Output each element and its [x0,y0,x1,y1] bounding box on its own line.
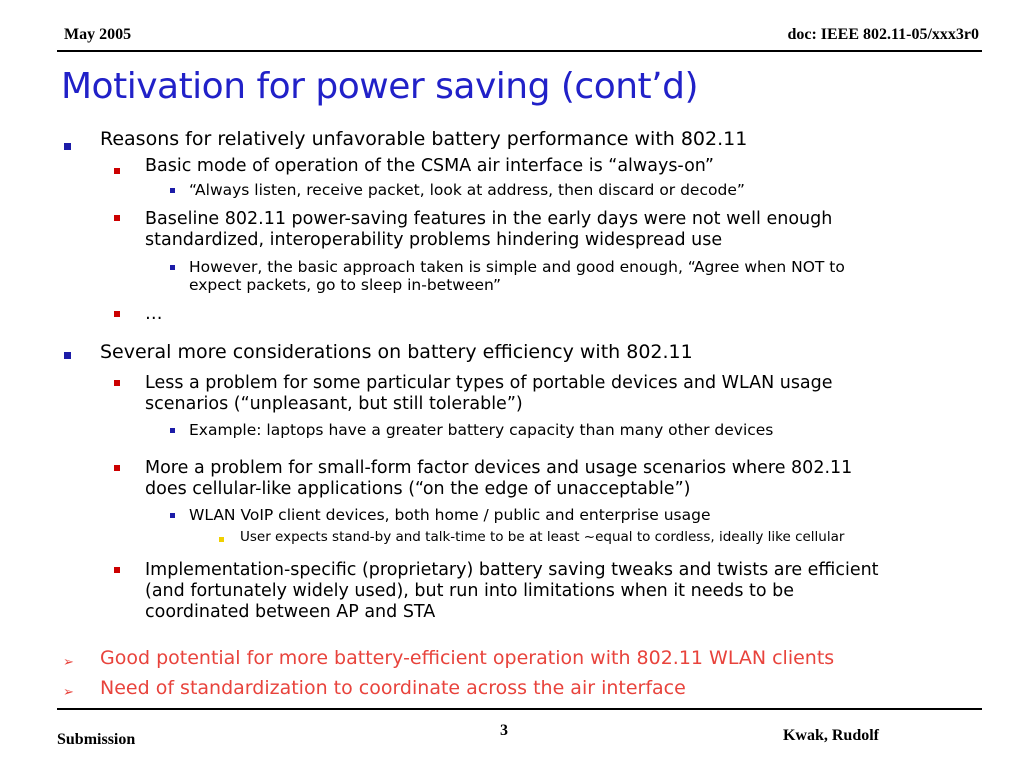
square-bullet-icon [114,567,120,573]
footer-submission: Submission [57,731,136,748]
arrow-bullet-icon: ➢ [63,655,74,670]
conclusion-need-standardization: Need of standardization to coordinate across the air interface [100,677,686,699]
bullet-l2-impl-line2: (and fortunately widely used), but run into limitations when it needs to be [145,581,795,601]
slide-title: Motivation for power saving (cont’d) [61,66,698,107]
square-bullet-icon [64,143,71,150]
bullet-l3-voip: WLAN VoIP client devices, both home / public and enterprise usage [189,506,711,524]
footer-author: Kwak, Rudolf [782,727,879,744]
arrow-bullet-icon: ➢ [63,685,74,700]
bullet-l3-however-line2: expect packets, go to sleep in-between” [189,276,502,294]
page-number: 3 [500,722,508,739]
square-bullet-icon [114,465,120,471]
bullet-l3-always-listen: “Always listen, receive packet, look at address, then discard or decode” [189,181,745,199]
square-bullet-icon [219,537,224,542]
bullet-l2-more-line1: More a problem for small-form factor devices and usage scenarios where 802.11 [145,458,853,478]
header-doc-id: doc: IEEE 802.11-05/xxx3r0 [787,26,979,43]
square-bullet-icon [170,188,175,193]
bullet-l2-more-line2: does cellular-like applications (“on the edge of unacceptable”) [145,479,691,499]
bullet-l3-however-line1: However, the basic approach taken is simple and good enough, “Agree when NOT to [189,258,845,276]
bullet-l2-impl-line3: coordinated between AP and STA [145,602,436,622]
square-bullet-icon [114,215,120,221]
bullet-l2-less-line1: Less a problem for some particular types of portable devices and WLAN usage [145,373,833,393]
square-bullet-icon [170,513,175,518]
bullet-l4-standby: User expects stand-by and talk-time to be at least ~equal to cordless, ideally like cellular [240,529,845,545]
square-bullet-icon [64,352,71,359]
footer-rule [57,708,982,710]
square-bullet-icon [170,428,175,433]
square-bullet-icon [170,265,175,270]
bullet-l3-laptops: Example: laptops have a greater battery capacity than many other devices [189,421,774,439]
bullet-l2-impl-line1: Implementation-specific (proprietary) battery saving tweaks and twists are efficient [145,560,879,580]
bullet-l2-baseline-line1: Baseline 802.11 power-saving features in the early days were not well enough [145,209,833,229]
square-bullet-icon [114,311,120,317]
conclusion-good-potential: Good potential for more battery-efficient operation with 802.11 WLAN clients [100,647,835,669]
header-date: May 2005 [64,26,132,43]
square-bullet-icon [114,380,120,386]
bullet-l1-several: Several more considerations on battery efficiency with 802.11 [100,341,693,363]
bullet-l2-ellipsis: … [145,304,163,324]
bullet-l2-less-line2: scenarios (“unpleasant, but still tolerable”) [145,394,523,414]
square-bullet-icon [114,168,120,174]
bullet-l1-reasons: Reasons for relatively unfavorable battery performance with 802.11 [100,128,748,150]
bullet-l2-always-on: Basic mode of operation of the CSMA air interface is “always-on” [145,156,714,176]
bullet-l2-baseline-line2: standardized, interoperability problems hindering widespread use [145,230,723,250]
